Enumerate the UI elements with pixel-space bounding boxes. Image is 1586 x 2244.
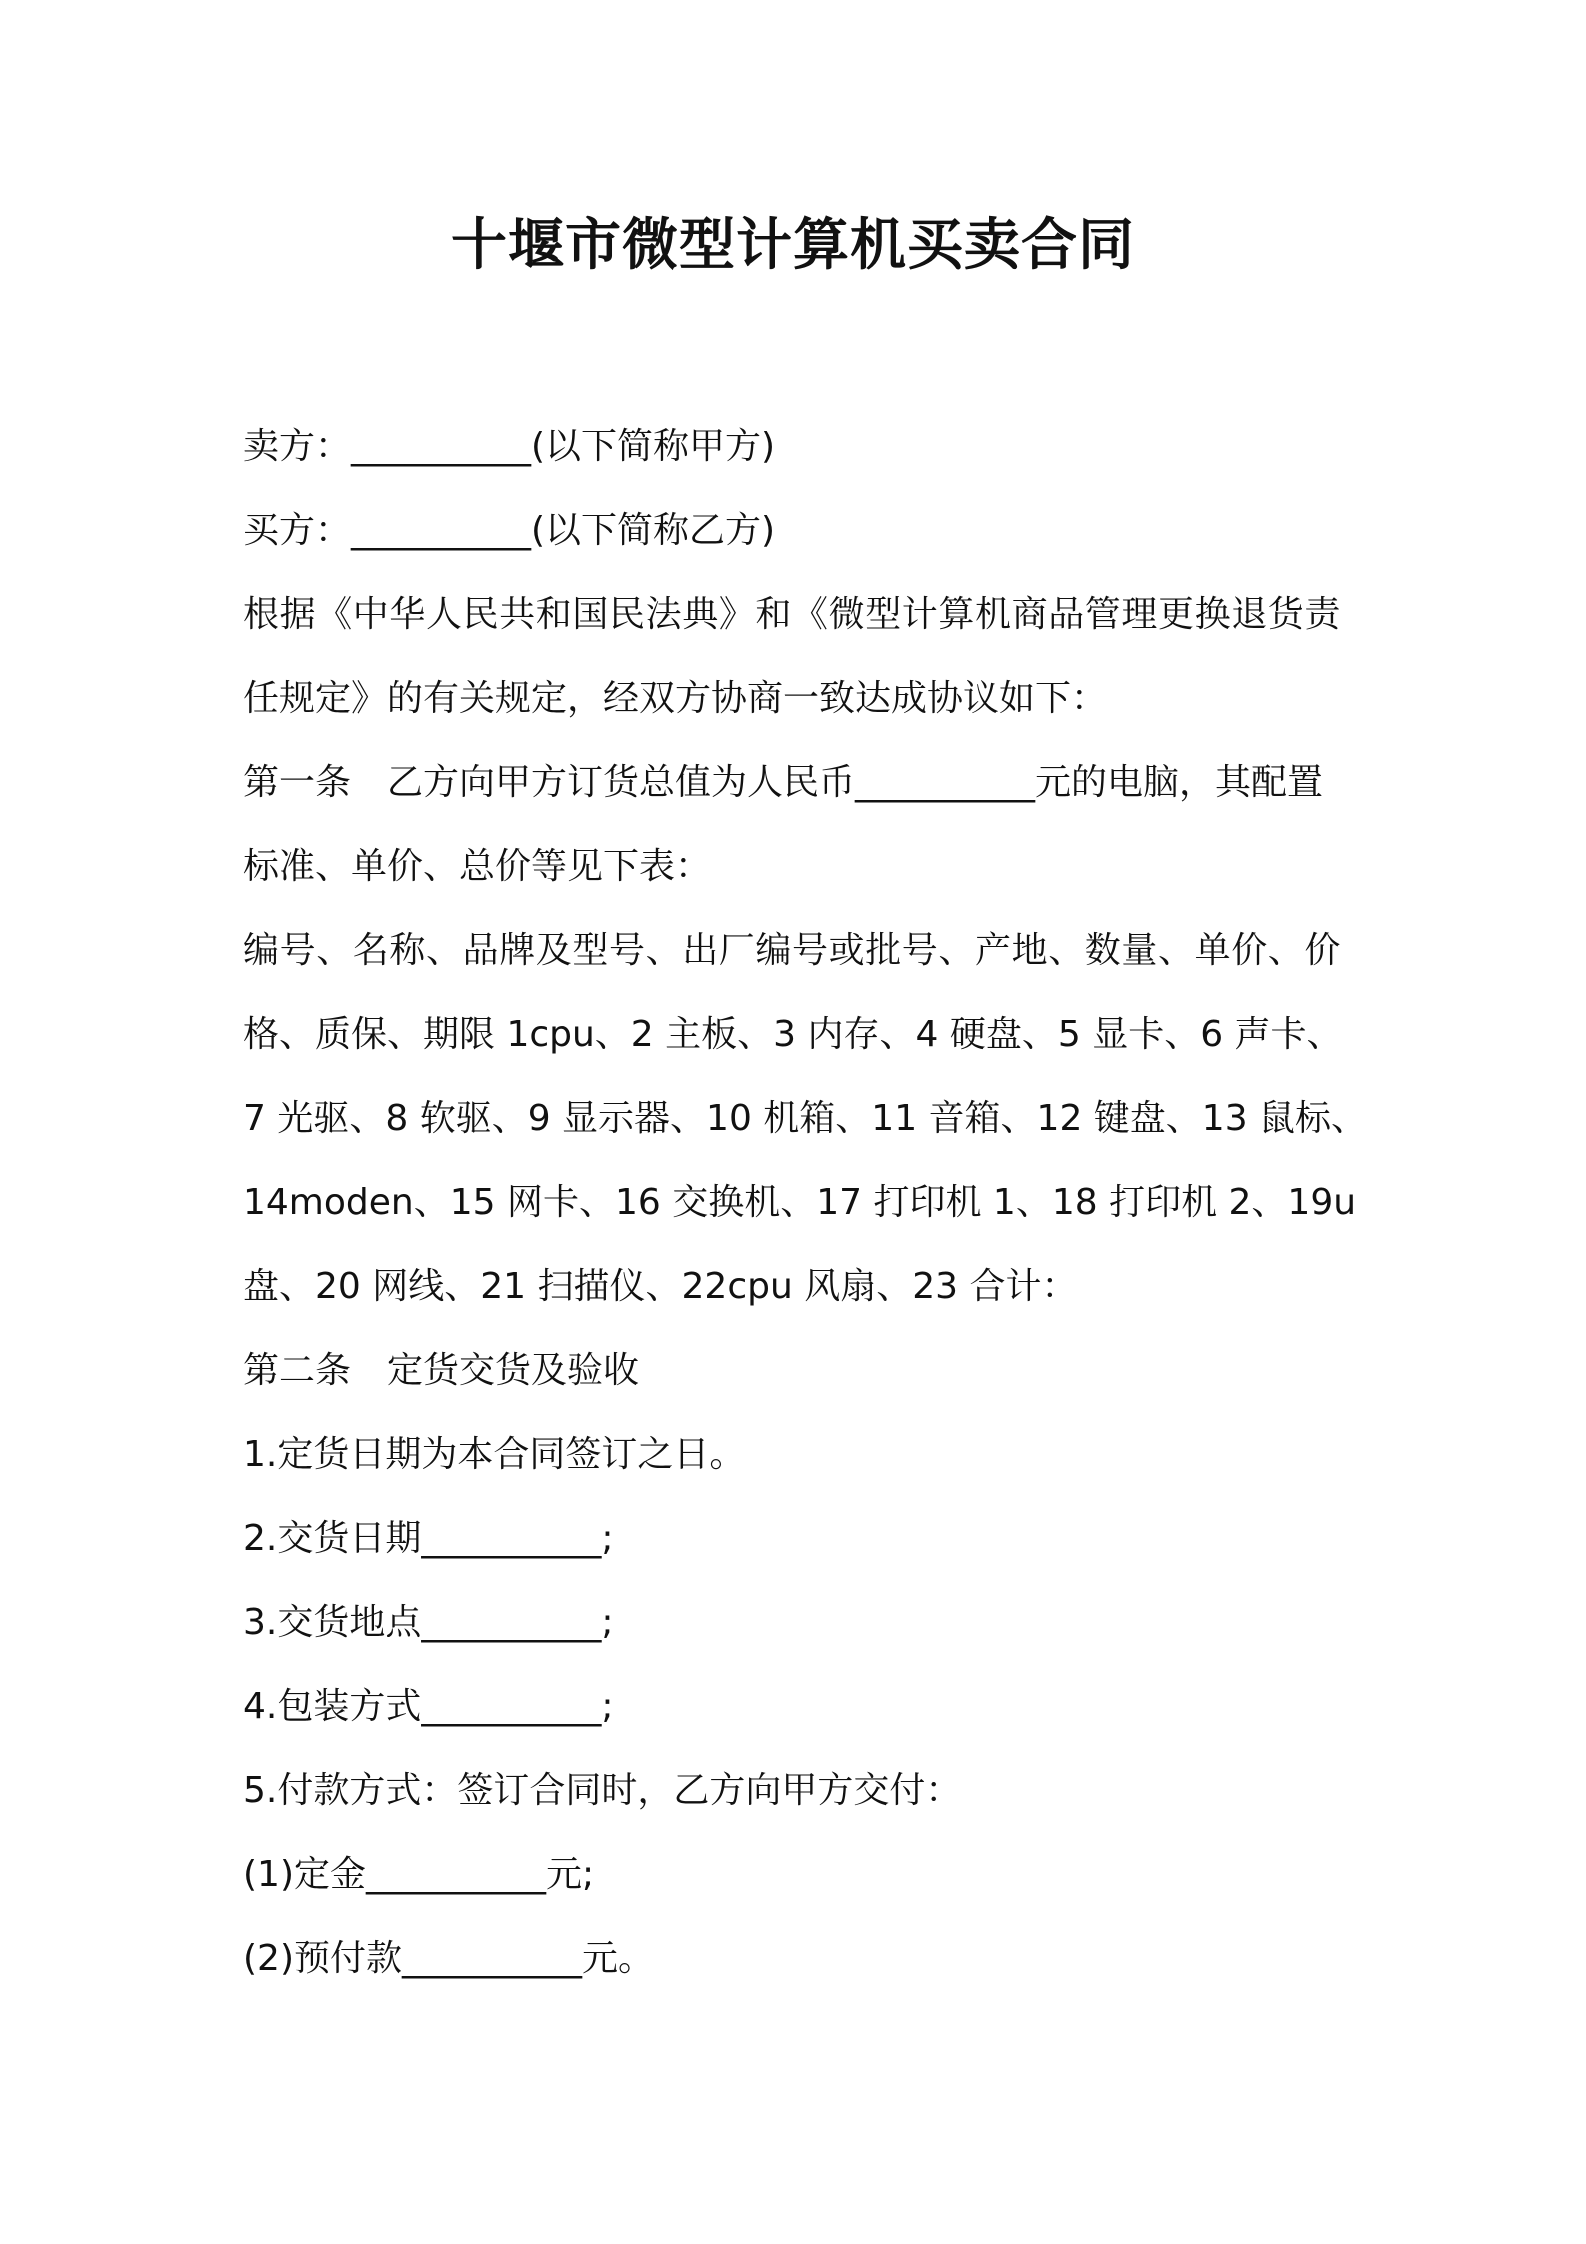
- payment-method-line: 5.付款方式：签订合同时，乙方向甲方交付：: [243, 1770, 962, 1811]
- config-list-line-5: 盘、20 网线、21 扫描仪、22cpu 风扇、23 合计：: [243, 1266, 1078, 1307]
- config-list-line-3: 7 光驱、8 软驱、9 显示器、10 机箱、11 音箱、12 键盘、13 鼠标、: [243, 1098, 1368, 1139]
- order-date-line: 1.定货日期为本合同签订之日。: [243, 1434, 746, 1475]
- delivery-date-line: 2.交货日期__________;: [243, 1518, 614, 1559]
- article-2-heading: 第二条 定货交货及验收: [243, 1350, 640, 1391]
- config-list-line-1: 编号、名称、品牌及型号、出厂编号或批号、产地、数量、单价、价: [243, 930, 1342, 971]
- prepayment-line: (2)预付款__________元。: [243, 1938, 654, 1979]
- contract-title: 十堰市微型计算机买卖合同: [451, 213, 1135, 278]
- contract-body: [243, 405, 1368, 2001]
- basis-line-1: 根据《中华人民共和国民法典》和《微型计算机商品管理更换退货责: [243, 594, 1342, 635]
- deposit-line: (1)定金__________元;: [243, 1854, 595, 1895]
- config-list-line-2: 格、质保、期限 1cpu、2 主板、3 内存、4 硬盘、5 显卡、6 声卡、: [243, 1014, 1343, 1055]
- delivery-place-line: 3.交货地点__________;: [243, 1602, 614, 1643]
- seller-line: 卖方：__________(以下简称甲方): [243, 426, 776, 467]
- packaging-line: 4.包装方式__________;: [243, 1686, 614, 1727]
- config-list-line-4: 14moden、15 网卡、16 交换机、17 打印机 1、18 打印机 2、19u: [243, 1182, 1357, 1223]
- article-1-line-2: 标准、单价、总价等见下表：: [243, 846, 712, 887]
- article-1-line-1: 第一条 乙方向甲方订货总值为人民币__________元的电脑，其配置: [243, 762, 1324, 803]
- buyer-line: 买方：__________(以下简称乙方): [243, 510, 776, 551]
- basis-line-2: 任规定》的有关规定，经双方协商一致达成协议如下：: [243, 678, 1108, 719]
